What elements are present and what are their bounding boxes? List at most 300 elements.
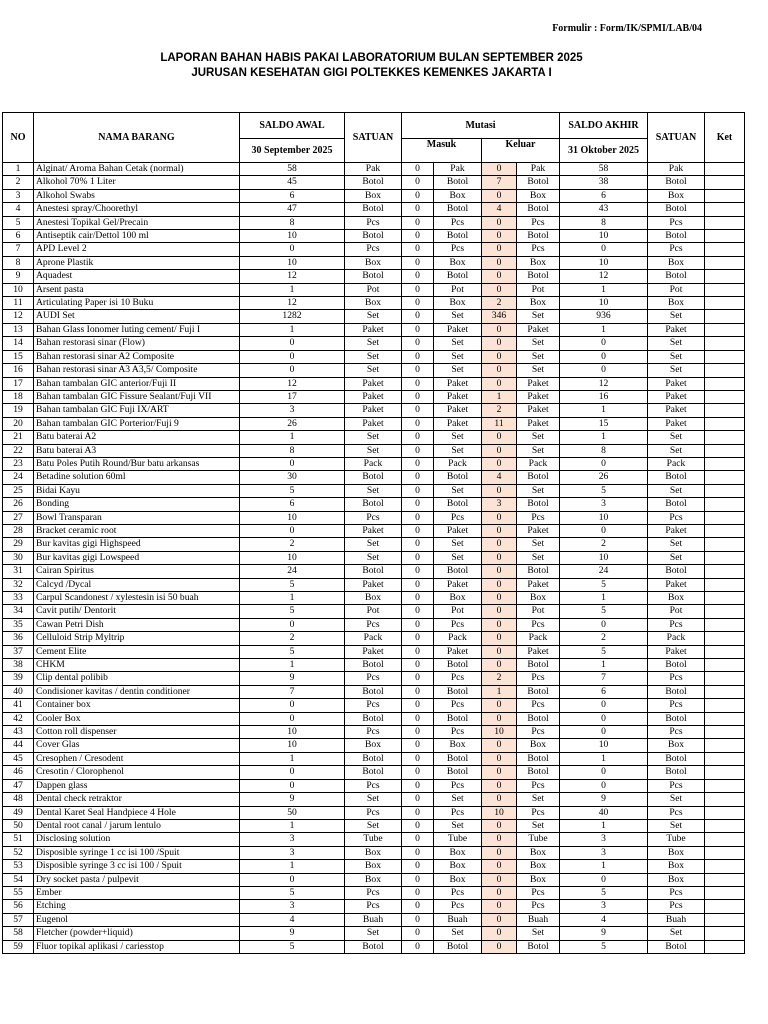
cell-satuan-akhir: Set <box>648 819 705 832</box>
cell-masuk-satuan: Pot <box>434 605 482 618</box>
table-row <box>3 431 745 444</box>
cell-no: 42 <box>3 712 34 725</box>
cell-satuan-akhir: Pack <box>648 632 705 645</box>
cell-masuk-satuan: Box <box>434 256 482 269</box>
cell-nama-barang: Celluloid Strip Myltrip <box>34 632 240 645</box>
cell-keluar: 0 <box>482 886 517 899</box>
cell-keluar: 0 <box>482 216 517 229</box>
cell-satuan-akhir: Set <box>648 793 705 806</box>
cell-saldo-awal: 4 <box>240 913 345 926</box>
cell-masuk-satuan: Paket <box>434 404 482 417</box>
cell-masuk: 0 <box>402 940 434 953</box>
cell-saldo-awal: 10 <box>240 551 345 564</box>
cell-satuan-akhir: Paket <box>648 578 705 591</box>
cell-keluar-satuan: Pcs <box>517 779 560 792</box>
cell-ket <box>705 337 745 350</box>
cell-masuk-satuan: Set <box>434 350 482 363</box>
cell-masuk-satuan: Set <box>434 538 482 551</box>
cell-nama-barang: Cover Glas <box>34 739 240 752</box>
cell-no: 37 <box>3 645 34 658</box>
cell-keluar: 0 <box>482 699 517 712</box>
cell-nama-barang: Bur kavitas gigi Highspeed <box>34 538 240 551</box>
cell-keluar-satuan: Pcs <box>517 511 560 524</box>
table-row <box>3 645 745 658</box>
cell-no: 23 <box>3 457 34 470</box>
cell-keluar-satuan: Box <box>517 739 560 752</box>
header-saldo-awal: SALDO AWAL <box>240 113 345 139</box>
cell-ket <box>705 390 745 403</box>
cell-saldo-akhir: 6 <box>560 685 648 698</box>
cell-satuan: Buah <box>345 913 402 926</box>
cell-ket <box>705 538 745 551</box>
cell-masuk: 0 <box>402 860 434 873</box>
cell-saldo-awal: 9 <box>240 793 345 806</box>
cell-masuk: 0 <box>402 752 434 765</box>
cell-ket <box>705 819 745 832</box>
table-header <box>3 113 745 163</box>
cell-satuan: Paket <box>345 524 402 537</box>
cell-keluar: 0 <box>482 484 517 497</box>
cell-masuk: 0 <box>402 390 434 403</box>
cell-satuan: Set <box>345 444 402 457</box>
cell-no: 33 <box>3 592 34 605</box>
cell-masuk-satuan: Paket <box>434 323 482 336</box>
cell-keluar: 0 <box>482 163 517 176</box>
table-row <box>3 819 745 832</box>
cell-keluar-satuan: Box <box>517 256 560 269</box>
cell-saldo-awal: 0 <box>240 243 345 256</box>
cell-saldo-awal: 1 <box>240 592 345 605</box>
cell-satuan: Pcs <box>345 779 402 792</box>
cell-masuk-satuan: Paket <box>434 417 482 430</box>
cell-keluar: 0 <box>482 659 517 672</box>
table-row <box>3 538 745 551</box>
cell-masuk: 0 <box>402 243 434 256</box>
header-keluar: Keluar <box>482 139 560 163</box>
cell-satuan-akhir: Botol <box>648 270 705 283</box>
cell-no: 2 <box>3 176 34 189</box>
cell-saldo-awal: 24 <box>240 565 345 578</box>
table-row <box>3 833 745 846</box>
cell-saldo-awal: 0 <box>240 766 345 779</box>
table-row <box>3 377 745 390</box>
cell-saldo-awal: 58 <box>240 163 345 176</box>
cell-saldo-akhir: 10 <box>560 297 648 310</box>
cell-keluar-satuan: Set <box>517 484 560 497</box>
cell-keluar-satuan: Botol <box>517 203 560 216</box>
cell-saldo-awal: 0 <box>240 699 345 712</box>
cell-keluar: 0 <box>482 551 517 564</box>
cell-satuan-akhir: Botol <box>648 203 705 216</box>
cell-saldo-akhir: 0 <box>560 457 648 470</box>
cell-nama-barang: Bowl Transparan <box>34 511 240 524</box>
cell-saldo-awal: 30 <box>240 471 345 484</box>
cell-masuk-satuan: Botol <box>434 940 482 953</box>
cell-satuan-akhir: Pot <box>648 605 705 618</box>
table-row <box>3 592 745 605</box>
cell-keluar: 0 <box>482 243 517 256</box>
cell-ket <box>705 873 745 886</box>
cell-saldo-awal: 17 <box>240 390 345 403</box>
cell-saldo-akhir: 5 <box>560 578 648 591</box>
table-row <box>3 712 745 725</box>
cell-no: 30 <box>3 551 34 564</box>
cell-no: 3 <box>3 189 34 202</box>
cell-masuk-satuan: Botol <box>434 565 482 578</box>
cell-satuan-akhir: Pcs <box>648 672 705 685</box>
cell-masuk-satuan: Set <box>434 927 482 940</box>
cell-masuk: 0 <box>402 645 434 658</box>
cell-ket <box>705 498 745 511</box>
cell-satuan-akhir: Botol <box>648 230 705 243</box>
cell-keluar-satuan: Paket <box>517 323 560 336</box>
cell-ket <box>705 431 745 444</box>
cell-satuan: Set <box>345 551 402 564</box>
cell-masuk: 0 <box>402 377 434 390</box>
table-row <box>3 565 745 578</box>
cell-satuan-akhir: Set <box>648 927 705 940</box>
cell-saldo-akhir: 8 <box>560 444 648 457</box>
cell-saldo-akhir: 0 <box>560 364 648 377</box>
cell-satuan-akhir: Botol <box>648 659 705 672</box>
cell-masuk: 0 <box>402 793 434 806</box>
cell-masuk-satuan: Box <box>434 297 482 310</box>
cell-ket <box>705 243 745 256</box>
cell-masuk-satuan: Pcs <box>434 216 482 229</box>
cell-masuk-satuan: Botol <box>434 471 482 484</box>
table-row <box>3 404 745 417</box>
cell-masuk: 0 <box>402 337 434 350</box>
cell-masuk: 0 <box>402 444 434 457</box>
cell-masuk: 0 <box>402 551 434 564</box>
cell-nama-barang: Disposible syringe 3 cc isi 100 / Spuit <box>34 860 240 873</box>
cell-satuan: Set <box>345 793 402 806</box>
cell-ket <box>705 846 745 859</box>
cell-keluar-satuan: Paket <box>517 645 560 658</box>
cell-keluar-satuan: Box <box>517 592 560 605</box>
cell-satuan-akhir: Pcs <box>648 726 705 739</box>
cell-satuan: Botol <box>345 685 402 698</box>
cell-saldo-akhir: 0 <box>560 524 648 537</box>
cell-keluar: 0 <box>482 283 517 296</box>
cell-satuan-akhir: Pcs <box>648 699 705 712</box>
cell-masuk: 0 <box>402 310 434 323</box>
cell-ket <box>705 685 745 698</box>
cell-satuan: Botol <box>345 766 402 779</box>
inventory-table <box>2 112 745 954</box>
cell-masuk-satuan: Botol <box>434 752 482 765</box>
cell-masuk: 0 <box>402 833 434 846</box>
cell-satuan-akhir: Set <box>648 444 705 457</box>
cell-masuk-satuan: Set <box>434 444 482 457</box>
cell-masuk-satuan: Paket <box>434 377 482 390</box>
cell-keluar-satuan: Botol <box>517 940 560 953</box>
cell-saldo-awal: 50 <box>240 806 345 819</box>
cell-nama-barang: Condisioner kavitas / dentin conditioner <box>34 685 240 698</box>
cell-saldo-awal: 0 <box>240 873 345 886</box>
cell-satuan-akhir: Botol <box>648 766 705 779</box>
cell-keluar-satuan: Pak <box>517 163 560 176</box>
cell-keluar: 0 <box>482 230 517 243</box>
cell-no: 55 <box>3 886 34 899</box>
cell-saldo-awal: 10 <box>240 726 345 739</box>
table-row <box>3 913 745 926</box>
cell-satuan: Botol <box>345 659 402 672</box>
cell-satuan-akhir: Pcs <box>648 779 705 792</box>
cell-masuk-satuan: Pcs <box>434 243 482 256</box>
cell-satuan: Botol <box>345 752 402 765</box>
header-saldo-akhir-date: 31 Oktober 2025 <box>560 139 648 163</box>
cell-keluar: 0 <box>482 323 517 336</box>
cell-keluar-satuan: Set <box>517 927 560 940</box>
cell-keluar: 1 <box>482 390 517 403</box>
cell-saldo-awal: 0 <box>240 712 345 725</box>
cell-masuk: 0 <box>402 632 434 645</box>
cell-keluar-satuan: Box <box>517 873 560 886</box>
cell-masuk: 0 <box>402 511 434 524</box>
cell-satuan-akhir: Box <box>648 739 705 752</box>
cell-nama-barang: Aprone Plastik <box>34 256 240 269</box>
cell-satuan-akhir: Tube <box>648 833 705 846</box>
cell-saldo-awal: 3 <box>240 900 345 913</box>
cell-ket <box>705 297 745 310</box>
cell-satuan-akhir: Pcs <box>648 243 705 256</box>
cell-ket <box>705 672 745 685</box>
cell-saldo-akhir: 2 <box>560 538 648 551</box>
table-row <box>3 457 745 470</box>
cell-masuk: 0 <box>402 913 434 926</box>
cell-keluar: 0 <box>482 457 517 470</box>
cell-satuan: Botol <box>345 498 402 511</box>
cell-saldo-akhir: 15 <box>560 417 648 430</box>
cell-saldo-akhir: 0 <box>560 779 648 792</box>
cell-satuan-akhir: Pcs <box>648 886 705 899</box>
cell-satuan: Set <box>345 431 402 444</box>
cell-keluar: 0 <box>482 846 517 859</box>
cell-keluar-satuan: Pcs <box>517 806 560 819</box>
cell-masuk-satuan: Set <box>434 337 482 350</box>
cell-masuk-satuan: Set <box>434 819 482 832</box>
table-body <box>3 163 745 954</box>
cell-nama-barang: Cairan Spiritus <box>34 565 240 578</box>
cell-keluar-satuan: Pack <box>517 457 560 470</box>
cell-satuan-akhir: Box <box>648 189 705 202</box>
cell-masuk-satuan: Set <box>434 364 482 377</box>
cell-keluar: 0 <box>482 592 517 605</box>
cell-nama-barang: Bahan restorasi sinar A3 A3,5/ Composite <box>34 364 240 377</box>
cell-nama-barang: CHKM <box>34 659 240 672</box>
cell-keluar-satuan: Pcs <box>517 726 560 739</box>
cell-keluar: 2 <box>482 672 517 685</box>
table-row <box>3 739 745 752</box>
cell-nama-barang: Bahan Glass Ionomer luting cement/ Fuji I <box>34 323 240 336</box>
cell-masuk: 0 <box>402 498 434 511</box>
table-row <box>3 484 745 497</box>
table-row <box>3 176 745 189</box>
cell-no: 5 <box>3 216 34 229</box>
cell-ket <box>705 524 745 537</box>
cell-satuan-akhir: Botol <box>648 712 705 725</box>
cell-no: 17 <box>3 377 34 390</box>
cell-saldo-akhir: 1 <box>560 752 648 765</box>
cell-keluar-satuan: Paket <box>517 404 560 417</box>
cell-keluar: 0 <box>482 270 517 283</box>
cell-masuk-satuan: Paket <box>434 524 482 537</box>
cell-keluar-satuan: Pcs <box>517 672 560 685</box>
cell-keluar-satuan: Botol <box>517 498 560 511</box>
cell-masuk: 0 <box>402 672 434 685</box>
cell-keluar: 0 <box>482 860 517 873</box>
cell-keluar: 0 <box>482 940 517 953</box>
cell-no: 34 <box>3 605 34 618</box>
cell-saldo-awal: 2 <box>240 538 345 551</box>
cell-saldo-awal: 1 <box>240 659 345 672</box>
report-title: LAPORAN BAHAN HABIS PAKAI LABORATORIUM BULAN SEPTEMBER 2025 <box>160 52 583 64</box>
cell-saldo-akhir: 9 <box>560 793 648 806</box>
cell-nama-barang: Dental Karet Seal Handpiece 4 Hole <box>34 806 240 819</box>
table-row <box>3 927 745 940</box>
cell-nama-barang: APD Level 2 <box>34 243 240 256</box>
cell-saldo-akhir: 1 <box>560 860 648 873</box>
cell-satuan: Set <box>345 337 402 350</box>
cell-satuan: Pot <box>345 283 402 296</box>
cell-saldo-awal: 5 <box>240 484 345 497</box>
header-mutasi: Mutasi <box>402 113 560 139</box>
cell-saldo-awal: 3 <box>240 846 345 859</box>
cell-satuan: Box <box>345 189 402 202</box>
cell-ket <box>705 444 745 457</box>
cell-no: 50 <box>3 819 34 832</box>
cell-nama-barang: Dappen glass <box>34 779 240 792</box>
cell-ket <box>705 323 745 336</box>
cell-no: 53 <box>3 860 34 873</box>
cell-saldo-awal: 6 <box>240 189 345 202</box>
cell-satuan-akhir: Botol <box>648 471 705 484</box>
cell-masuk: 0 <box>402 538 434 551</box>
cell-ket <box>705 457 745 470</box>
cell-masuk-satuan: Botol <box>434 712 482 725</box>
cell-masuk-satuan: Botol <box>434 766 482 779</box>
cell-satuan-akhir: Pcs <box>648 511 705 524</box>
cell-keluar: 2 <box>482 297 517 310</box>
cell-satuan-akhir: Box <box>648 860 705 873</box>
cell-masuk: 0 <box>402 873 434 886</box>
cell-keluar: 0 <box>482 833 517 846</box>
cell-satuan: Botol <box>345 270 402 283</box>
table-row <box>3 417 745 430</box>
cell-masuk-satuan: Pack <box>434 632 482 645</box>
cell-satuan-akhir: Set <box>648 551 705 564</box>
cell-keluar-satuan: Pot <box>517 605 560 618</box>
cell-keluar-satuan: Set <box>517 337 560 350</box>
cell-ket <box>705 886 745 899</box>
cell-satuan: Pcs <box>345 618 402 631</box>
table-row <box>3 524 745 537</box>
cell-no: 57 <box>3 913 34 926</box>
table-row <box>3 940 745 953</box>
cell-no: 31 <box>3 565 34 578</box>
cell-masuk: 0 <box>402 297 434 310</box>
cell-no: 56 <box>3 900 34 913</box>
cell-nama-barang: AUDI Set <box>34 310 240 323</box>
cell-masuk: 0 <box>402 578 434 591</box>
header-nama-barang: NAMA BARANG <box>34 113 240 163</box>
cell-nama-barang: Betadine solution 60ml <box>34 471 240 484</box>
cell-saldo-awal: 5 <box>240 605 345 618</box>
cell-ket <box>705 283 745 296</box>
cell-saldo-awal: 5 <box>240 940 345 953</box>
cell-satuan: Tube <box>345 833 402 846</box>
cell-masuk: 0 <box>402 270 434 283</box>
cell-masuk: 0 <box>402 203 434 216</box>
cell-keluar-satuan: Set <box>517 431 560 444</box>
cell-no: 40 <box>3 685 34 698</box>
cell-satuan: Paket <box>345 417 402 430</box>
cell-satuan-akhir: Paket <box>648 377 705 390</box>
cell-keluar-satuan: Botol <box>517 270 560 283</box>
cell-masuk-satuan: Pot <box>434 283 482 296</box>
table-row <box>3 256 745 269</box>
cell-masuk: 0 <box>402 806 434 819</box>
cell-masuk-satuan: Pcs <box>434 779 482 792</box>
cell-satuan: Box <box>345 873 402 886</box>
cell-no: 39 <box>3 672 34 685</box>
cell-masuk: 0 <box>402 230 434 243</box>
cell-keluar: 0 <box>482 350 517 363</box>
cell-masuk-satuan: Box <box>434 592 482 605</box>
cell-nama-barang: Cooler Box <box>34 712 240 725</box>
cell-masuk-satuan: Paket <box>434 645 482 658</box>
cell-masuk-satuan: Set <box>434 793 482 806</box>
cell-satuan-akhir: Box <box>648 256 705 269</box>
cell-no: 20 <box>3 417 34 430</box>
cell-nama-barang: Articulating Paper isi 10 Buku <box>34 297 240 310</box>
cell-masuk: 0 <box>402 457 434 470</box>
table-row <box>3 163 745 176</box>
cell-satuan: Botol <box>345 230 402 243</box>
header-satuan: SATUAN <box>345 113 402 163</box>
cell-keluar: 0 <box>482 189 517 202</box>
cell-nama-barang: Alkohol 70% 1 Liter <box>34 176 240 189</box>
cell-satuan-akhir: Pcs <box>648 216 705 229</box>
table-row <box>3 364 745 377</box>
cell-satuan-akhir: Pot <box>648 283 705 296</box>
cell-no: 10 <box>3 283 34 296</box>
cell-satuan-akhir: Botol <box>648 940 705 953</box>
cell-nama-barang: Disposible syringe 1 cc isi 100 /Spuit <box>34 846 240 859</box>
cell-keluar: 0 <box>482 431 517 444</box>
cell-nama-barang: Bahan restorasi sinar (Flow) <box>34 337 240 350</box>
cell-no: 6 <box>3 230 34 243</box>
cell-nama-barang: Fluor topikal aplikasi / cariesstop <box>34 940 240 953</box>
header-satuan-akhir: SATUAN <box>648 113 705 163</box>
cell-no: 9 <box>3 270 34 283</box>
cell-nama-barang: Anestesi spray/Choorethyl <box>34 203 240 216</box>
cell-ket <box>705 927 745 940</box>
cell-no: 46 <box>3 766 34 779</box>
cell-saldo-akhir: 0 <box>560 873 648 886</box>
cell-satuan: Box <box>345 860 402 873</box>
form-code: Formulir : Form/IK/SPMI/LAB/04 <box>552 23 702 34</box>
cell-masuk: 0 <box>402 256 434 269</box>
cell-masuk-satuan: Set <box>434 484 482 497</box>
cell-keluar: 0 <box>482 444 517 457</box>
cell-saldo-akhir: 1 <box>560 283 648 296</box>
table-row <box>3 685 745 698</box>
cell-masuk: 0 <box>402 431 434 444</box>
cell-keluar-satuan: Pot <box>517 283 560 296</box>
cell-masuk: 0 <box>402 283 434 296</box>
